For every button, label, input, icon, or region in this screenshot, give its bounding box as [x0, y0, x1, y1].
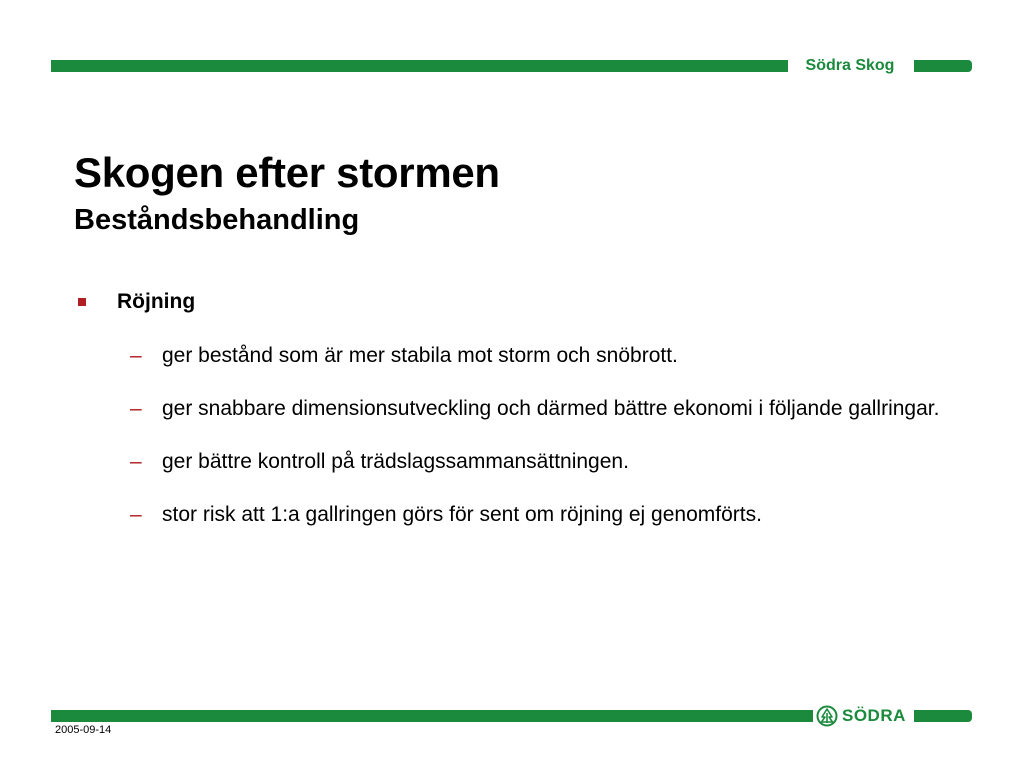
- dash-bullet-icon: –: [130, 344, 142, 367]
- bullet-item: [78, 290, 195, 314]
- sodra-tree-logo-icon: [816, 705, 838, 727]
- sub-bullet-text: stor risk att 1:a gallringen görs för sent om röjning ej genomförts.: [162, 503, 762, 526]
- sub-bullet-list: [130, 340, 950, 552]
- footer-bar-right: [914, 710, 972, 722]
- slide-subtitle: Beståndsbehandling: [74, 204, 360, 236]
- slide-title: Skogen efter stormen: [74, 149, 500, 196]
- sub-bullet-text: ger bestånd som är mer stabila mot storm och snöbrott.: [162, 344, 678, 367]
- sub-bullet-item: [130, 340, 950, 371]
- footer-date: 2005-09-14: [55, 724, 112, 736]
- sub-bullet-item: [130, 499, 950, 530]
- footer-logo-text: SÖDRA: [842, 706, 906, 725]
- dash-bullet-icon: –: [130, 450, 142, 473]
- dash-bullet-icon: –: [130, 503, 142, 526]
- sub-bullet-text: ger bättre kontroll på trädslagssammansättningen.: [162, 450, 629, 473]
- sub-bullet-text: ger snabbare dimensionsutveckling och därmed bättre ekonomi i följande gallringar.: [162, 397, 940, 420]
- sub-bullet-item: [130, 393, 950, 424]
- footer-bar-left: [51, 710, 813, 722]
- sub-bullet-item: [130, 446, 950, 477]
- footer-logo: [816, 704, 906, 728]
- bullet-label: Röjning: [117, 290, 196, 313]
- dash-bullet-icon: –: [130, 397, 142, 420]
- square-bullet-icon: [78, 298, 86, 306]
- header-brand-label: Södra Skog: [805, 57, 895, 74]
- header-bar-right: [914, 60, 972, 72]
- header-bar-left: [51, 60, 788, 72]
